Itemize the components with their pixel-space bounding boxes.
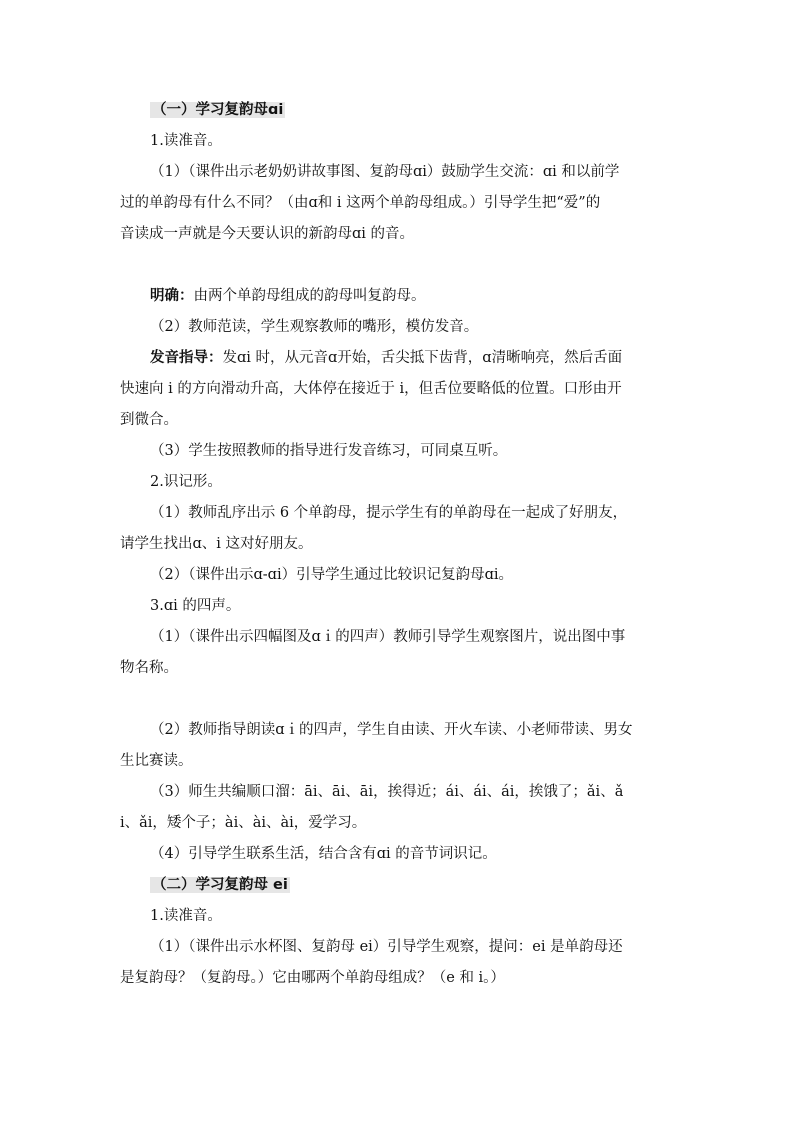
paragraph-line: i、ǎi，矮个子；ài、ài、ài，爱学习。 — [120, 815, 367, 831]
heading-highlight: （二）学习复韵母 ei — [152, 877, 288, 893]
paragraph-line: （1）（课件出示水杯图、复韵母 ei）引导学生观察，提问：ei 是单韵母还 — [150, 939, 623, 955]
guide-label: 发音指导： — [150, 350, 223, 366]
paragraph-line: （1）教师乱序出示 6 个单韵母，提示学生有的单韵母在一起成了好朋友， — [150, 505, 628, 521]
paragraph-line: 到微合。 — [120, 412, 178, 428]
clarification — [120, 281, 676, 312]
section-heading-ai — [120, 95, 676, 126]
paragraph-line: 过的单韵母有什么不同？（由ɑ和 i 这两个单韵母组成。）引导学生把“爱”的 — [120, 195, 601, 211]
step-read-sound: 1.读准音。 — [150, 133, 222, 149]
paragraph-line: 请学生找出ɑ、i 这对好朋友。 — [120, 536, 313, 552]
paragraph-line: （2）教师指导朗读ɑｉ的四声，学生自由读、开火车读、小老师带读、男女 — [150, 722, 633, 738]
step-recognize-shape: 2.识记形。 — [150, 474, 222, 490]
heading-highlight: （一）学习复韵母ɑi — [152, 102, 284, 118]
paragraph-line: （2）教师范读，学生观察教师的嘴形，模仿发音。 — [150, 319, 479, 335]
step-read-sound: 1.读准音。 — [150, 908, 222, 924]
paragraph-line: 是复韵母？（复韵母。）它由哪两个单韵母组成？（e 和 i。） — [120, 970, 505, 986]
paragraph-line: 物名称。 — [120, 660, 178, 676]
paragraph-line: 生比赛读。 — [120, 753, 193, 769]
paragraph-line: 快速向 i 的方向滑动升高，大体停在接近于 i，但舌位要略低的位置。口形由开 — [120, 381, 622, 397]
section-heading-ei — [120, 870, 676, 901]
paragraph-line: （1）（课件出示老奶奶讲故事图、复韵母ɑi）鼓励学生交流：ɑi 和以前学 — [150, 164, 620, 180]
paragraph-line: （1）（课件出示四幅图及ɑｉ的四声）教师引导学生观察图片，说出图中事 — [150, 629, 626, 645]
paragraph-line: （4）引导学生联系生活，结合含有ɑi 的音节词识记。 — [150, 846, 497, 862]
pronunciation-guide — [120, 343, 676, 374]
blank-line — [120, 684, 676, 715]
blank-line — [120, 250, 676, 281]
step-four-tones: 3.ɑi 的四声。 — [150, 598, 241, 614]
clarification-text: 由两个单韵母组成的韵母叫复韵母。 — [193, 288, 426, 304]
guide-text: 发ɑi 时，从元音ɑ开始，舌尖抵下齿背，ɑ清晰响亮，然后舌面 — [222, 350, 623, 366]
paragraph-line: （3）学生按照教师的指导进行发音练习，可同桌互听。 — [150, 443, 508, 459]
lesson-content — [120, 95, 676, 994]
paragraph-line: （3）师生共编顺口溜：āi、āi、āi，挨得近；ái、ái、ái，挨饿了；ǎi、ǎ — [150, 784, 624, 800]
clarification-label: 明确： — [150, 288, 194, 304]
paragraph-line: （2）（课件出示ɑ-ɑi）引导学生通过比较识记复韵母ɑi。 — [150, 567, 513, 583]
paragraph-line: 音读成一声就是今天要认识的新韵母ɑi 的音。 — [120, 226, 415, 242]
